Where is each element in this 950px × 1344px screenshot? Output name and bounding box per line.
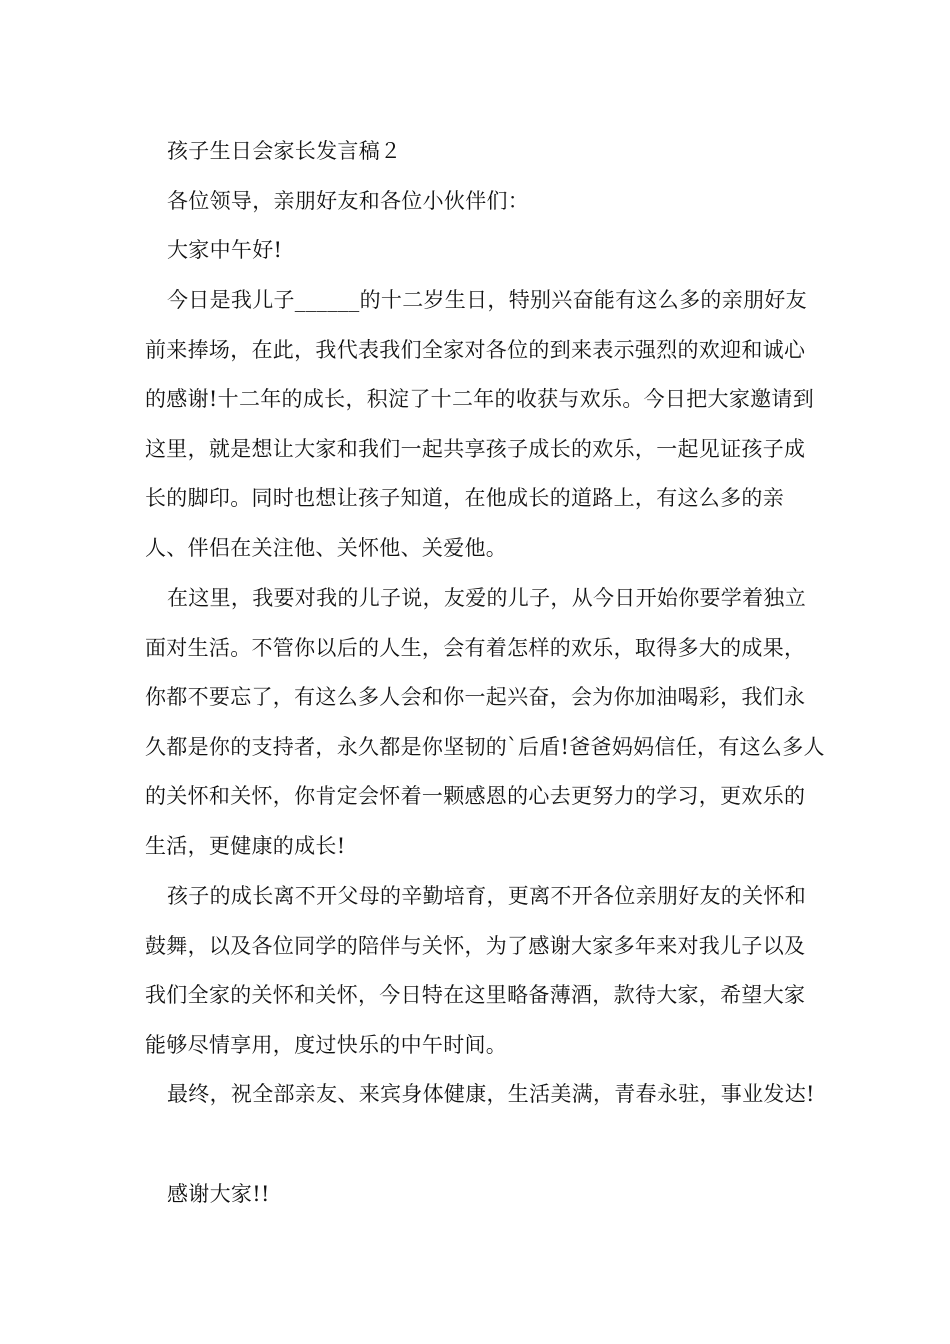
- greeting-line: 各位领导，亲朋好友和各位小伙伴们：: [167, 189, 530, 213]
- body-paragraph-4: 最终，祝全部亲友、来宾身体健康，生活美满，青春永驻，事业发达!: [167, 1082, 815, 1106]
- document-title: 孩子生日会家长发言稿２: [167, 139, 402, 163]
- salutation-line: 大家中午好!: [167, 238, 283, 262]
- body-paragraph-3: 孩子的成长离不开父母的辛勤培育，更离不开各位亲朋好友的关怀和鼓舞，以及各位同学的陪伴与关怀，为了感谢大家多年来对我儿子以及我们全家的关怀和关怀，今日特在这里略备薄酒，款待大家，希望大家能够尽情享用，度过快乐的中午时间。: [145, 884, 806, 1057]
- body-paragraph-2: 在这里，我要对我的儿子说，友爱的儿子，从今日开始你要学着独立面对生活。不管你以后的人生，会有着怎样的欢乐，取得多大的成果，你都不要忘了，有这么多人会和你一起兴奋，会为你加油喝彩，我们永久都是你的支持者，永久都是你坚韧的`后盾!爸爸妈妈信任，有这么多人的关怀和关怀，你肯定会怀着一颗感恩的心去更努力的学习，更欢乐的生活，更健康的成长!: [145, 586, 825, 858]
- closing-line: 感谢大家!!: [167, 1182, 270, 1206]
- body-paragraph-1: 今日是我儿子______的十二岁生日，特别兴奋能有这么多的亲朋好友前来捧场，在此，我代表我们全家对各位的到来表示强烈的欢迎和诚心的感谢!十二年的成长，积淀了十二年的收获与欢乐。今日把大家邀请到这里，就是想让大家和我们一起共享孩子成长的欢乐，一起见证孩子成长的脚印。同时也想让孩子知道，在他成长的道路上，有这么多的亲人、伴侣在关注他、关怀他、关爱他。: [145, 288, 815, 560]
